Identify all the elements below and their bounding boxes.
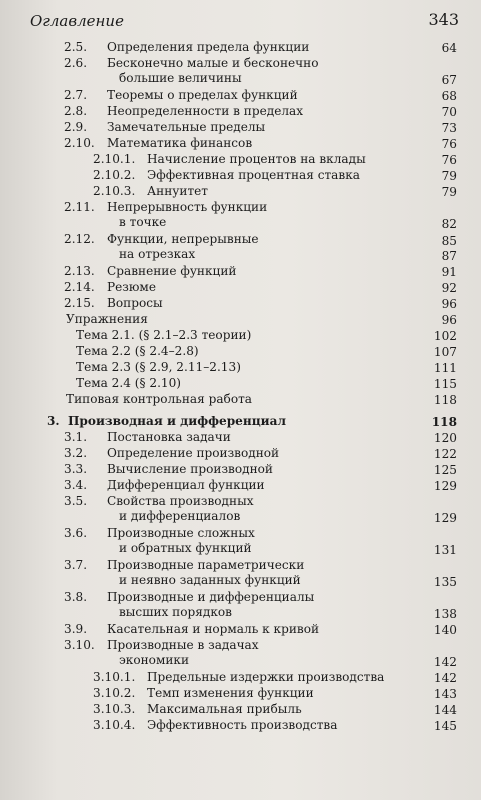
- toc-entry-page: 79: [441, 169, 457, 183]
- toc-entry: [0, 280, 481, 296]
- toc-entry-page: 142: [433, 655, 457, 669]
- toc-entry-number: 3.4.: [64, 478, 88, 492]
- toc-entry-title: Производная и дифференциал: [68, 414, 286, 428]
- toc-entry-number: 3.10.: [64, 638, 95, 652]
- toc-entry-title: Производные в задачах экономики: [107, 638, 259, 667]
- toc-entry-title: Производные параметрически и неявно заданных функций: [107, 558, 305, 587]
- toc-entry-number: 3.5.: [64, 494, 88, 508]
- toc-entry-page: 92: [441, 281, 457, 295]
- toc-entry-title: Начисление процентов на вклады: [147, 152, 366, 166]
- toc-entry: [0, 622, 481, 638]
- toc-entry-number: 3.1.: [64, 430, 88, 444]
- toc-entry-page: 144: [433, 703, 457, 717]
- toc-entry-title: Максимальная прибыль: [147, 702, 302, 716]
- toc-entry-title: Бесконечно малые и бесконечно большие величины: [107, 56, 319, 85]
- toc-entry-title: Вычисление производной: [107, 462, 273, 476]
- toc-entry-page: 73: [441, 121, 457, 135]
- toc-entry-number: 3.8.: [64, 590, 88, 604]
- toc-entry-title: Непрерывность функции в точке: [107, 200, 268, 229]
- toc-entry-number: 2.12.: [64, 232, 95, 246]
- toc-entry-title: Вопросы: [107, 296, 163, 310]
- header-page-number: 343: [428, 10, 459, 29]
- toc-entry-page: 135: [433, 575, 457, 589]
- toc-entry-number: 3.2.: [64, 446, 88, 460]
- toc-entry: [0, 558, 481, 590]
- toc-entry-page: 96: [441, 297, 457, 311]
- toc-entry-page: 138: [433, 607, 457, 621]
- toc-entry-page: 111: [433, 361, 457, 375]
- toc-entry-page: 91: [441, 265, 457, 279]
- toc-entry-title: Типовая контрольная работа: [66, 392, 253, 406]
- toc-entry-title: Производные сложных и обратных функций: [107, 526, 255, 555]
- toc-entry-title: Функции, непрерывные на отрезках: [107, 232, 259, 261]
- toc-entry-title: Упражнения: [66, 312, 148, 326]
- toc-entry-page: 70: [441, 105, 457, 119]
- toc-entry-page: 107: [433, 345, 457, 359]
- toc-entry-title: Тема 2.4 (§ 2.10): [76, 376, 182, 390]
- toc-entry: [0, 136, 481, 152]
- toc-entry-number: 2.13.: [64, 264, 95, 278]
- toc-entry: [0, 104, 481, 120]
- toc-entry-title: Предельные издержки производства: [147, 670, 385, 684]
- toc-entry-page: 129: [433, 511, 457, 525]
- toc-entry: [0, 494, 481, 526]
- toc-entry: [0, 40, 481, 56]
- toc-entry-page: 64: [441, 41, 457, 55]
- toc-entry: [0, 376, 481, 392]
- toc-entry: [0, 590, 481, 622]
- toc-entry-page: 76: [441, 137, 457, 151]
- toc-entry-number: 3.10.4.: [93, 718, 136, 732]
- toc-entry-number: 2.14.: [64, 280, 95, 294]
- toc-entry: [0, 232, 481, 264]
- toc-entry-number: 2.10.1.: [93, 152, 136, 166]
- toc-entry-title: Тема 2.1. (§ 2.1–2.3 теории): [76, 328, 252, 342]
- toc-entry: [0, 638, 481, 670]
- toc-entry-page: 120: [433, 431, 457, 445]
- toc-entry-title: Теоремы о пределах функций: [107, 88, 298, 102]
- toc-entry-title: Постановка задачи: [107, 430, 231, 444]
- toc-entry-page: 145: [433, 719, 457, 733]
- toc-entry-number: 2.11.: [64, 200, 95, 214]
- toc-entry-page: 82: [441, 217, 457, 231]
- toc-entry-title: Сравнение функций: [107, 264, 237, 278]
- toc-entry-page: 142: [433, 671, 457, 685]
- header-title: Оглавление: [30, 12, 124, 30]
- toc-entry-title: Дифференциал функции: [107, 478, 265, 492]
- toc-entry-number: 2.10.: [64, 136, 95, 150]
- toc-entry-page: 85 87: [441, 234, 457, 263]
- toc-entry: [0, 446, 481, 462]
- table-of-contents: [0, 40, 481, 734]
- toc-entry: [0, 184, 481, 200]
- toc-entry-page: 118: [431, 415, 457, 429]
- toc-entry: [0, 88, 481, 104]
- toc-entry-title: Аннуитет: [147, 184, 208, 198]
- toc-entry: [0, 328, 481, 344]
- toc-entry-title: Эффективная процентная ставка: [147, 168, 360, 182]
- toc-entry: [0, 168, 481, 184]
- toc-entry-title: Замечательные пределы: [107, 120, 266, 134]
- toc-entry-page: 96: [441, 313, 457, 327]
- toc-entry-title: Тема 2.3 (§ 2.9, 2.11–2.13): [76, 360, 241, 374]
- toc-entry-number: 3.6.: [64, 526, 88, 540]
- toc-entry-page: 143: [433, 687, 457, 701]
- toc-entry-page: 140: [433, 623, 457, 637]
- toc-entry-number: 2.10.2.: [93, 168, 136, 182]
- toc-entry-page: 102: [433, 329, 457, 343]
- toc-entry-title: Эффективность производства: [147, 718, 338, 732]
- toc-entry: [0, 312, 481, 328]
- toc-entry-page: 122: [433, 447, 457, 461]
- toc-entry-number: 2.7.: [64, 88, 88, 102]
- toc-entry-page: 76: [441, 153, 457, 167]
- toc-entry: [0, 718, 481, 734]
- toc-entry-number: 3.3.: [64, 462, 88, 476]
- toc-entry-title: Тема 2.2 (§ 2.4–2.8): [76, 344, 199, 358]
- toc-entry-title: Свойства производных и дифференциалов: [107, 494, 254, 523]
- toc-entry-number: 2.9.: [64, 120, 88, 134]
- toc-entry: [0, 392, 481, 408]
- toc-entry-page: 125: [433, 463, 457, 477]
- toc-chapter-entry: [0, 414, 481, 430]
- toc-entry-number: 3.10.3.: [93, 702, 136, 716]
- toc-entry-number: 3.: [47, 414, 60, 428]
- toc-entry: [0, 360, 481, 376]
- toc-entry: [0, 296, 481, 312]
- toc-entry-title: Производные и дифференциалы высших порядков: [107, 590, 315, 619]
- toc-entry-number: 3.7.: [64, 558, 88, 572]
- toc-entry: [0, 478, 481, 494]
- toc-entry-number: 2.6.: [64, 56, 88, 70]
- toc-entry-page: 118: [433, 393, 457, 407]
- toc-entry-page: 79: [441, 185, 457, 199]
- toc-entry-title: Определения предела функции: [107, 40, 310, 54]
- running-header: [20, 6, 459, 30]
- toc-entry: [0, 526, 481, 558]
- toc-entry-title: Математика финансов: [107, 136, 253, 150]
- toc-entry: [0, 152, 481, 168]
- toc-entry: [0, 462, 481, 478]
- toc-entry-page: 68: [441, 89, 457, 103]
- toc-entry-title: Неопределенности в пределах: [107, 104, 304, 118]
- toc-entry-page: 129: [433, 479, 457, 493]
- toc-entry-page: 115: [433, 377, 457, 391]
- toc-entry: [0, 686, 481, 702]
- toc-entry: [0, 430, 481, 446]
- toc-entry-number: 3.10.1.: [93, 670, 136, 684]
- toc-entry-page: 67: [441, 73, 457, 87]
- toc-entry: [0, 200, 481, 232]
- toc-entry-number: 2.8.: [64, 104, 88, 118]
- toc-entry-title: Определение производной: [107, 446, 280, 460]
- toc-entry-number: 3.10.2.: [93, 686, 136, 700]
- toc-entry: [0, 670, 481, 686]
- toc-entry-number: 2.5.: [64, 40, 88, 54]
- toc-entry: [0, 120, 481, 136]
- toc-entry-number: 2.10.3.: [93, 184, 136, 198]
- toc-entry: [0, 702, 481, 718]
- toc-entry-number: 2.15.: [64, 296, 95, 310]
- toc-entry-title: Касательная и нормаль к кривой: [107, 622, 320, 636]
- toc-entry-title: Темп изменения функции: [147, 686, 314, 700]
- toc-entry-number: 3.9.: [64, 622, 88, 636]
- toc-entry-title: Резюме: [107, 280, 156, 294]
- toc-entry-page: 131: [433, 543, 457, 557]
- toc-entry: [0, 344, 481, 360]
- toc-entry: [0, 264, 481, 280]
- toc-entry: [0, 56, 481, 88]
